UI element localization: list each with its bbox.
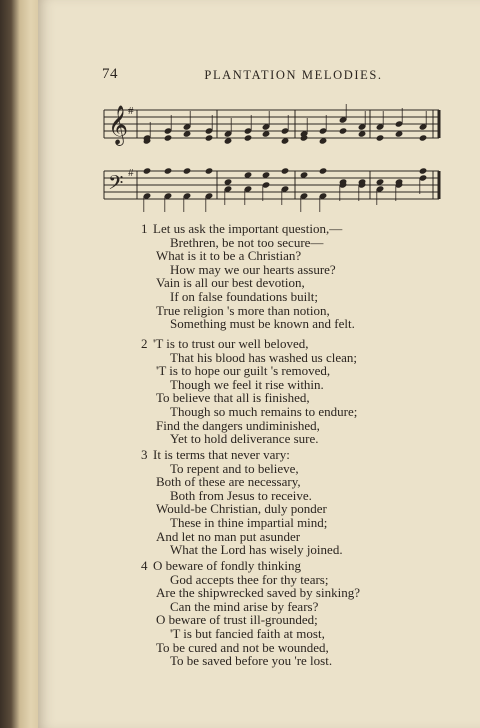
verse-line: O beware of trust ill-grounded; [156, 612, 318, 628]
verse-number: 3 [141, 447, 148, 462]
verse-line: To believe that all is finished, [156, 390, 310, 406]
note-head [164, 134, 173, 141]
verse-line: Would-be Christian, duly ponder [156, 501, 327, 517]
verse-number: 2 [141, 336, 148, 351]
verse-number: 1 [141, 221, 148, 236]
verse-line: How may we our hearts assure? [170, 261, 336, 277]
verse-number: 4 [141, 558, 148, 573]
note-head [183, 167, 192, 174]
note-head [205, 134, 214, 141]
verse-line: Both from Jesus to receive. [170, 487, 312, 503]
verse-line: What the Lord has wisely joined. [170, 542, 343, 558]
note-head [376, 134, 385, 141]
verse-text: Let us ask the important question,— [153, 221, 343, 236]
verse-text: It is terms that never vary: [153, 447, 290, 462]
verse-line: Both of these are necessary, [156, 474, 301, 490]
verse-line: To repent and to believe, [170, 460, 299, 476]
note-head [319, 167, 328, 174]
note-head [244, 134, 253, 141]
note-head [339, 127, 348, 134]
verse-line: Yet to hold deliverance sure. [170, 431, 319, 447]
verse-line: Brethren, be not too secure— [170, 234, 324, 250]
note-head [143, 167, 152, 174]
verse-line: Vain is all our best devotion, [156, 275, 305, 291]
verse-line: 'T is to hope our guilt 's removed, [156, 363, 331, 379]
verse-line: 'T is but fancied faith at most, [170, 626, 325, 641]
verse-line: Though we feel it rise within. [170, 376, 324, 392]
note-head [419, 167, 428, 174]
verse-line: To be cured and not be wounded, [156, 639, 329, 655]
notes [143, 104, 428, 212]
note-head [164, 167, 173, 174]
verse-line: True religion 's more than notion, [156, 302, 330, 318]
verse-line: To be saved before you 're lost. [170, 653, 333, 669]
verse-line: That his blood has washed us clean; [170, 349, 358, 365]
verse-line: Are the shipwrecked saved by sinking? [156, 585, 360, 601]
verse-line [141, 337, 309, 351]
verse-line: Find the dangers undiminished, [156, 417, 320, 433]
bass-clef-icon: 𝄢 [108, 171, 124, 199]
verse-line: Something must be known and felt. [170, 316, 355, 332]
verse-line: These in thine impartial mind; [170, 515, 328, 530]
page-number: 74 [102, 66, 118, 82]
sharp-icon: # [128, 167, 134, 179]
verse-line [141, 222, 342, 236]
bass-staff [104, 167, 439, 199]
verse-text: 'T is to trust our well beloved, [153, 336, 309, 351]
note-head [419, 134, 428, 141]
verse-text: O beware of fondly thinking [153, 558, 302, 573]
running-title: PLANTATION MELODIES. [204, 68, 383, 82]
note-head [205, 167, 214, 174]
verse-line: God accepts thee for thy tears; [170, 571, 329, 587]
verse-line: What is it to be a Christian? [156, 248, 302, 264]
sharp-icon: # [128, 105, 134, 117]
verse-line: Can the mind arise by fears? [170, 598, 319, 614]
verse-line [141, 559, 301, 573]
treble-staff [104, 105, 439, 146]
verse-line: Though so much remains to endure; [170, 404, 358, 419]
note-head [281, 167, 290, 174]
verse-line: And let no man put asunder [156, 528, 301, 544]
treble-clef-icon: 𝄞 [108, 105, 129, 145]
verse-line [141, 448, 290, 462]
verse-line: If on false foundations built; [170, 289, 319, 304]
